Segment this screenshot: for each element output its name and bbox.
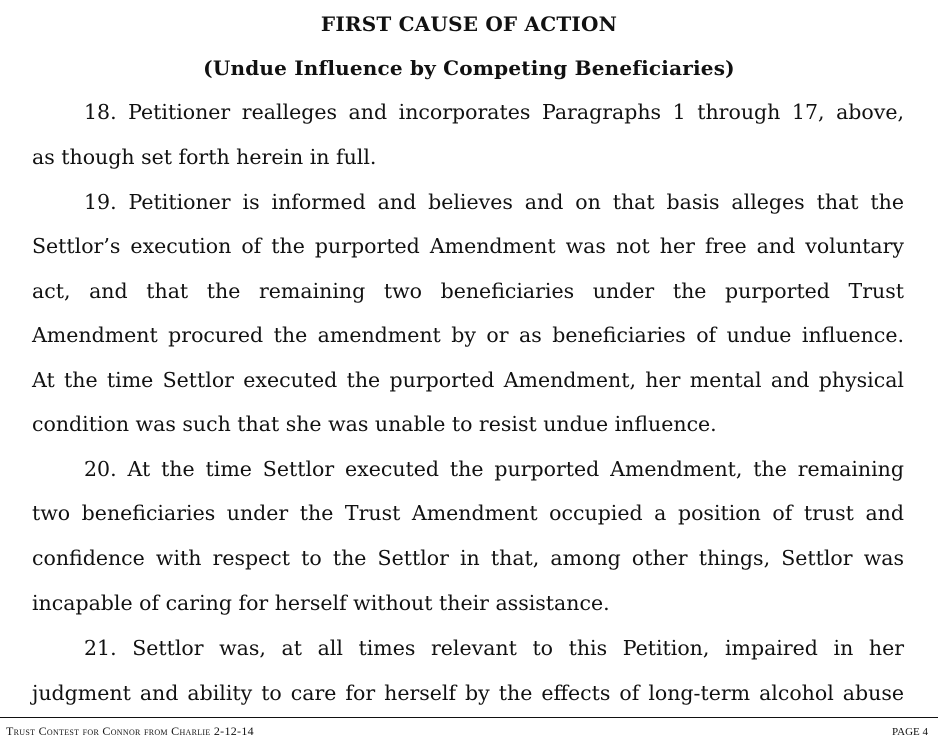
- paragraph-20-line-1: 20. At the time Settlor executed the purported Amendment, the remaining: [84, 457, 904, 481]
- paragraph-19-line-1: 19. Petitioner is informed and believes and on that basis alleges that the: [84, 190, 904, 214]
- paragraph-18-line-2: as though set forth herein in full.: [32, 145, 377, 169]
- paragraph-19-line-5: At the time Settlor executed the purported Amendment, her mental and physical: [32, 368, 904, 392]
- paragraph-20-line-3: confidence with respect to the Settlor in that, among other things, Settlor was: [32, 546, 904, 570]
- paragraph-20-line-4: incapable of caring for herself without their assistance.: [32, 591, 610, 615]
- section-subtitle: (Undue Influence by Competing Beneficiaries): [203, 56, 735, 80]
- section-title: FIRST CAUSE OF ACTION: [320, 12, 618, 36]
- paragraph-19-line-6: condition was such that she was unable to resist undue influence.: [32, 412, 717, 436]
- footer-document-title: Trust Contest for Connor from Charlie 2-12-14: [6, 724, 254, 738]
- footer-divider: [0, 717, 938, 718]
- paragraph-20-line-2: two beneficiaries under the Trust Amendment occupied a position of trust and: [32, 501, 904, 525]
- paragraph-19-line-3: act, and that the remaining two beneficiaries under the purported Trust: [32, 279, 904, 303]
- paragraph-18-line-1: 18. Petitioner realleges and incorporates Paragraphs 1 through 17, above,: [84, 100, 904, 124]
- paragraph-19-line-4: Amendment procured the amendment by or as beneficiaries of undue influence.: [32, 323, 904, 347]
- paragraph-21-line-1: 21. Settlor was, at all times relevant to this Petition, impaired in her: [84, 636, 904, 660]
- paragraph-19-line-2: Settlor’s execution of the purported Amendment was not her free and voluntary: [32, 234, 904, 258]
- paragraph-21-line-2: judgment and ability to care for herself by the effects of long-term alcohol abuse: [32, 681, 904, 705]
- footer-page-number: PAGE 4: [892, 726, 928, 738]
